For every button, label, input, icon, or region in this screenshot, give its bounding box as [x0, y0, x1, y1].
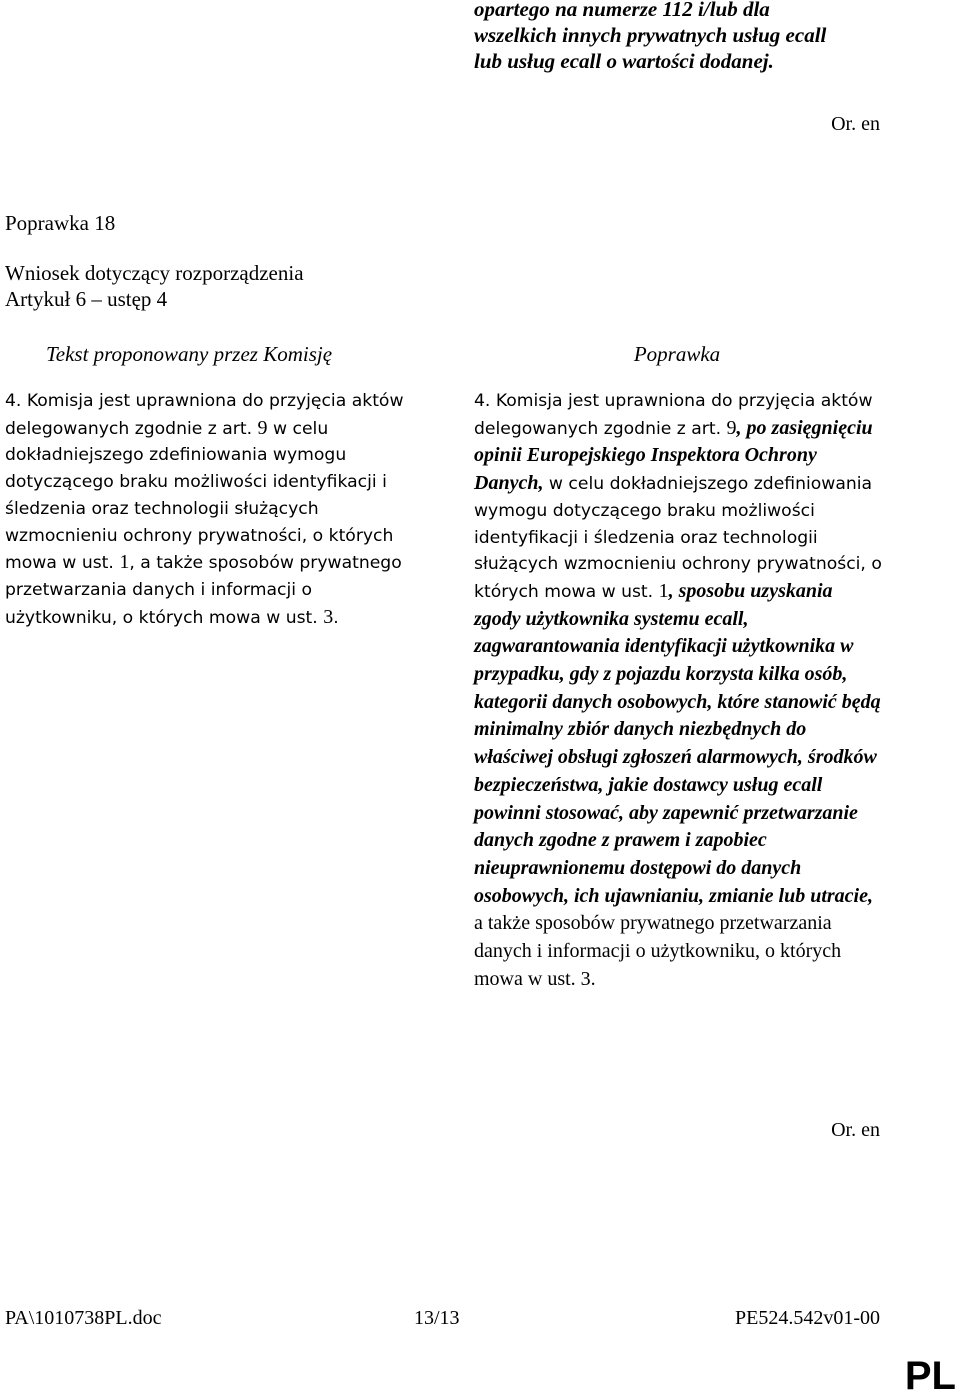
origin-language-bottom: Or. en	[831, 1119, 880, 1141]
amendment-text: 4. Komisja jest uprawniona do przyjęcia aktów delegowanych zgodnie z art. 9, po zasięgnięciu opinii Europejskiego Inspektora Ochrony Danych, w celu dokładniejszego zdefiniowania wymogu dotyczącego braku możliwości identyfikacji i śledzenia oraz technologii służących wzmocnieniu ochrony prywatności, o których mowa w ust. 1, sposobu uzyskania zgody użytkownika systemu ecall, zagwarantowania identyfikacji użytkownika w przypadku, gdy z pojazdu korzysta kilka osób, kategorii danych osobowych, które stanowić będą minimalny zbiór danych niezbędnych do właściwej obsługi zgłoszeń alarmowych, środków bezpieczeństwa, jakie dostawcy usług ecall powinni stosować, aby zapewnić przetwarzanie danych zgodne z prawem i zapobiec nieuprawnionemu dostępowi do danych osobowych, ich ujawnianiu, zmianie lub utracie, a także sposobów prywatnego przetwarzania danych i informacji o użytkowniku, o których mowa w ust. 3.	[474, 391, 882, 990]
column-header-amendment: Poprawka	[633, 342, 721, 366]
amendment-title: Poprawka 18	[5, 211, 116, 235]
article-reference: Artykuł 6 – ustęp 4	[5, 287, 168, 311]
proposal-title: Wniosek dotyczący rozporządzenia	[5, 261, 304, 285]
top-fragment-line: lub usług ecall o wartości dodanej.	[474, 49, 774, 73]
top-fragment-line: opartego na numerze 112 i/lub dla	[474, 0, 770, 21]
footer-pe-reference: PE524.542v01-00	[735, 1307, 880, 1329]
footer-document-reference: PA\1010738PL.doc	[5, 1307, 162, 1329]
footer-page-number: 13/13	[414, 1307, 460, 1329]
commission-text: 4. Komisja jest uprawniona do przyjęcia aktów delegowanych zgodnie z art. 9 w celu dokładniejszego zdefiniowania wymogu dotyczącego braku możliwości identyfikacji i śledzenia oraz technologii służących wzmocnieniu ochrony prywatności, o których mowa w ust. 1, a także sposobów prywatnego przetwarzania danych i informacji o użytkowniku, o których mowa w ust. 3.	[5, 391, 404, 628]
column-header-commission: Tekst proponowany przez Komisję	[46, 342, 333, 366]
top-fragment	[474, 0, 914, 74]
origin-language-top: Or. en	[831, 113, 880, 135]
top-fragment-line: wszelkich innych prywatnych usług ecall	[474, 23, 827, 47]
footer-language-code: PL	[904, 1354, 956, 1398]
